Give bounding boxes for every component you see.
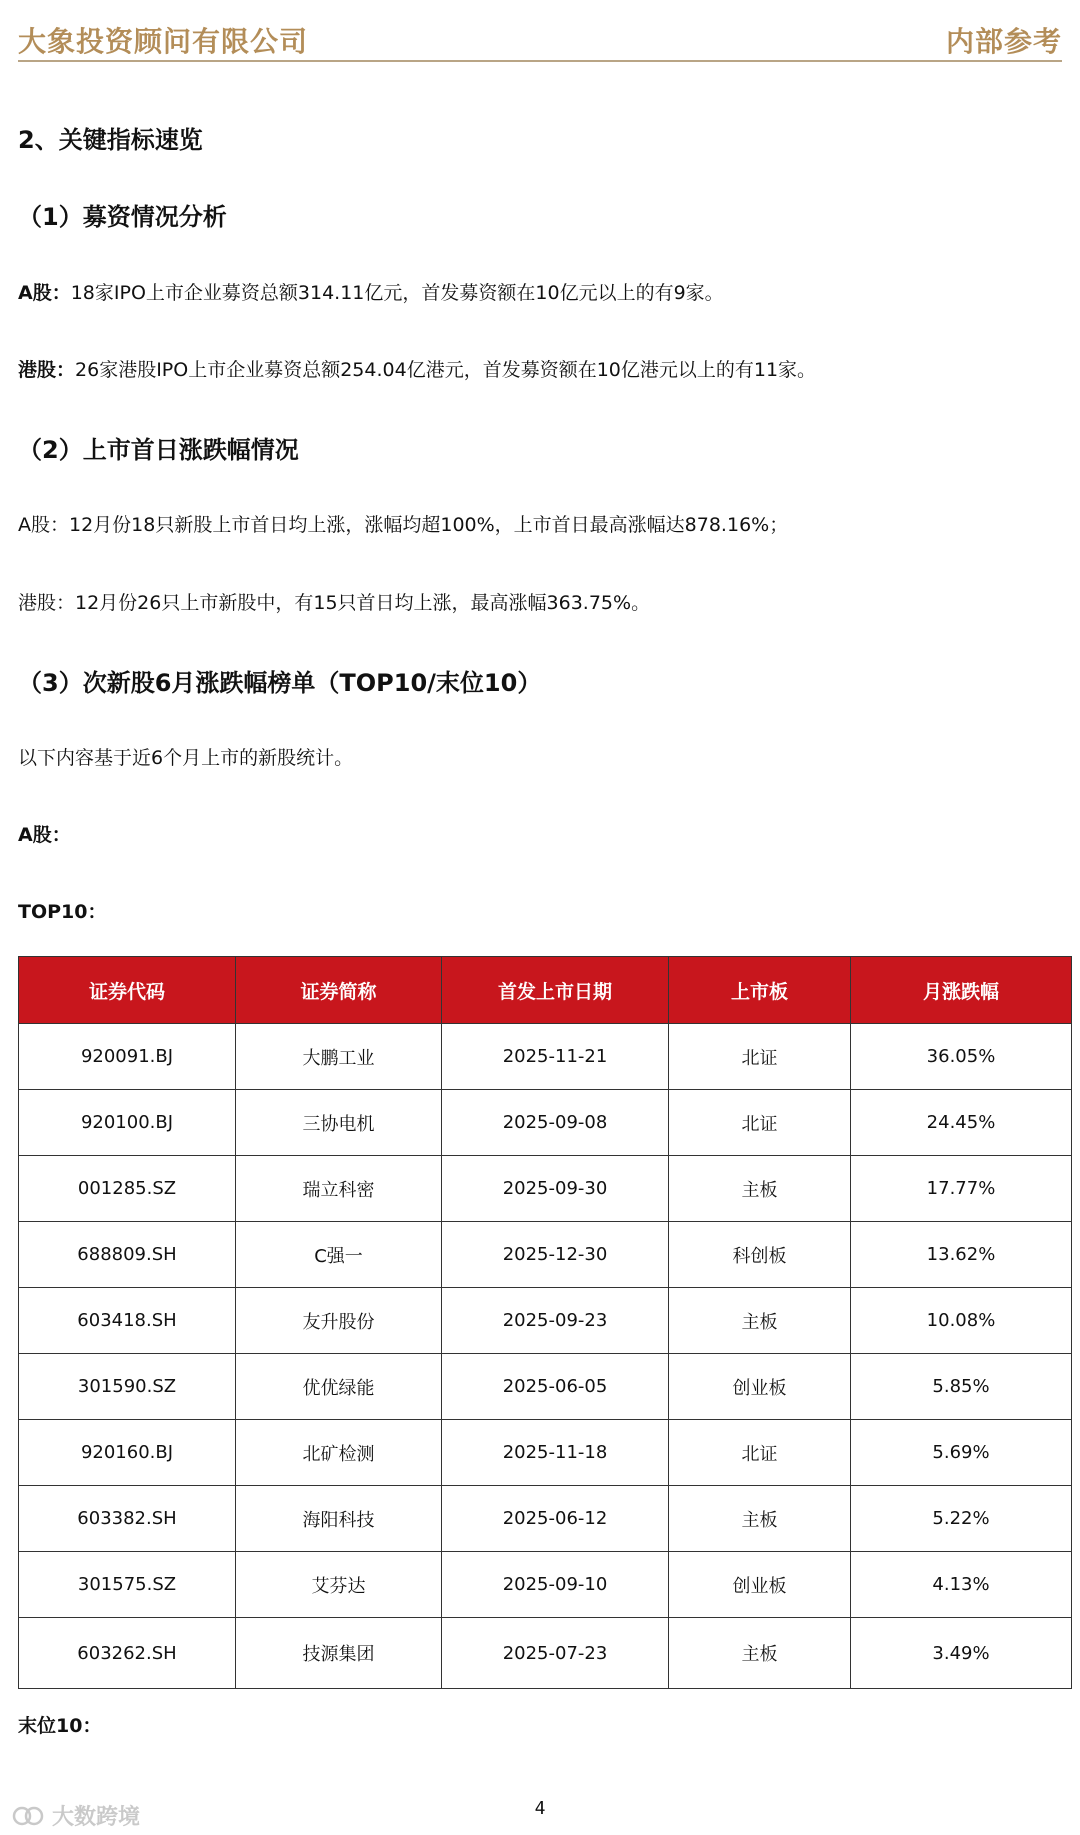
cell-code: 920091.BJ bbox=[19, 1024, 236, 1090]
table-header-row bbox=[19, 957, 1072, 1024]
cell-change: 24.45% bbox=[851, 1090, 1072, 1156]
subsection-fundraising-title: （1）募资情况分析 bbox=[18, 203, 227, 231]
a-share-fundraising-text: 18家IPO上市企业募资总额314.11亿元，首发募资额在10亿元以上的有9家。 bbox=[70, 282, 724, 304]
cell-change: 5.85% bbox=[851, 1354, 1072, 1420]
table-row bbox=[19, 1618, 1072, 1689]
table-row bbox=[19, 1486, 1072, 1552]
cell-code: 688809.SH bbox=[19, 1222, 236, 1288]
cell-board: 北证 bbox=[669, 1420, 851, 1486]
col-header-board: 上市板 bbox=[669, 957, 851, 1024]
cell-board: 主板 bbox=[669, 1486, 851, 1552]
internal-reference-tag: 内部参考 bbox=[945, 25, 1062, 58]
cell-date: 2025-09-23 bbox=[442, 1288, 669, 1354]
table-row bbox=[19, 1024, 1072, 1090]
table-row bbox=[19, 1222, 1072, 1288]
cell-date: 2025-09-10 bbox=[442, 1552, 669, 1618]
cell-name: 海阳科技 bbox=[236, 1486, 442, 1552]
ranking-a-share-label: A股： bbox=[18, 824, 71, 846]
cell-code: 001285.SZ bbox=[19, 1156, 236, 1222]
cell-change: 4.13% bbox=[851, 1552, 1072, 1618]
section-title: 2、关键指标速览 bbox=[18, 126, 203, 154]
cell-board: 主板 bbox=[669, 1618, 851, 1689]
table-row bbox=[19, 1090, 1072, 1156]
cell-board: 主板 bbox=[669, 1156, 851, 1222]
cell-code: 603382.SH bbox=[19, 1486, 236, 1552]
page-header bbox=[18, 16, 1062, 62]
cell-board: 创业板 bbox=[669, 1354, 851, 1420]
cell-change: 17.77% bbox=[851, 1156, 1072, 1222]
cell-code: 603418.SH bbox=[19, 1288, 236, 1354]
cell-date: 2025-11-18 bbox=[442, 1420, 669, 1486]
subsection-first-day-title: （2）上市首日涨跌幅情况 bbox=[18, 436, 299, 464]
cell-board: 北证 bbox=[669, 1090, 851, 1156]
fundraising-hk-share bbox=[18, 355, 816, 382]
cell-date: 2025-11-21 bbox=[442, 1024, 669, 1090]
cell-date: 2025-09-08 bbox=[442, 1090, 669, 1156]
fundraising-a-share bbox=[18, 278, 724, 305]
cell-change: 3.49% bbox=[851, 1618, 1072, 1689]
table-row bbox=[19, 1552, 1072, 1618]
a-share-label: A股： bbox=[18, 282, 71, 304]
col-header-monthly-change: 月涨跌幅 bbox=[851, 957, 1072, 1024]
cell-date: 2025-07-23 bbox=[442, 1618, 669, 1689]
table-row bbox=[19, 1288, 1072, 1354]
table-row bbox=[19, 1156, 1072, 1222]
cell-name: 北矿检测 bbox=[236, 1420, 442, 1486]
company-name: 大象投资顾问有限公司 bbox=[18, 25, 309, 58]
cell-change: 5.69% bbox=[851, 1420, 1072, 1486]
cell-change: 13.62% bbox=[851, 1222, 1072, 1288]
cell-code: 920100.BJ bbox=[19, 1090, 236, 1156]
page-number: 4 bbox=[534, 1798, 546, 1819]
col-header-code: 证券代码 bbox=[19, 957, 236, 1024]
cell-name: 友升股份 bbox=[236, 1288, 442, 1354]
cell-name: 瑞立科密 bbox=[236, 1156, 442, 1222]
cell-name: C强一 bbox=[236, 1222, 442, 1288]
top10-table bbox=[18, 956, 1072, 1689]
hk-share-fundraising-text: 26家港股IPO上市企业募资总额254.04亿港元，首发募资额在10亿港元以上的有11家。 bbox=[75, 359, 817, 381]
cell-date: 2025-12-30 bbox=[442, 1222, 669, 1288]
first-day-a-share-text: A股：12月份18只新股上市首日均上涨，涨幅均超100%，上市首日最高涨幅达878.16%； bbox=[18, 514, 789, 536]
cell-name: 艾芬达 bbox=[236, 1552, 442, 1618]
table-row bbox=[19, 1354, 1072, 1420]
ranking-note: 以下内容基于近6个月上市的新股统计。 bbox=[18, 747, 354, 769]
bottom10-label: 末位10： bbox=[18, 1715, 102, 1737]
subsection-ranking-title: （3）次新股6月涨跌幅榜单（TOP10/末位10） bbox=[18, 669, 542, 697]
cell-date: 2025-09-30 bbox=[442, 1156, 669, 1222]
cell-date: 2025-06-05 bbox=[442, 1354, 669, 1420]
col-header-listing-date: 首发上市日期 bbox=[442, 957, 669, 1024]
table-row bbox=[19, 1420, 1072, 1486]
cell-change: 10.08% bbox=[851, 1288, 1072, 1354]
cell-board: 北证 bbox=[669, 1024, 851, 1090]
cell-name: 优优绿能 bbox=[236, 1354, 442, 1420]
cell-code: 920160.BJ bbox=[19, 1420, 236, 1486]
watermark bbox=[12, 1800, 140, 1831]
watermark-logo-icon bbox=[12, 1804, 46, 1828]
cell-code: 301590.SZ bbox=[19, 1354, 236, 1420]
cell-name: 技源集团 bbox=[236, 1618, 442, 1689]
cell-code: 301575.SZ bbox=[19, 1552, 236, 1618]
cell-name: 大鹏工业 bbox=[236, 1024, 442, 1090]
cell-change: 5.22% bbox=[851, 1486, 1072, 1552]
cell-board: 主板 bbox=[669, 1288, 851, 1354]
cell-board: 科创板 bbox=[669, 1222, 851, 1288]
col-header-name: 证券简称 bbox=[236, 957, 442, 1024]
cell-change: 36.05% bbox=[851, 1024, 1072, 1090]
top10-label: TOP10： bbox=[18, 901, 107, 923]
first-day-hk-share-text: 港股：12月份26只上市新股中，有15只首日均上涨，最高涨幅363.75%。 bbox=[18, 592, 651, 614]
cell-board: 创业板 bbox=[669, 1552, 851, 1618]
cell-code: 603262.SH bbox=[19, 1618, 236, 1689]
hk-share-label: 港股： bbox=[18, 359, 76, 381]
cell-name: 三协电机 bbox=[236, 1090, 442, 1156]
cell-date: 2025-06-12 bbox=[442, 1486, 669, 1552]
watermark-text: 大数跨境 bbox=[52, 1805, 141, 1830]
